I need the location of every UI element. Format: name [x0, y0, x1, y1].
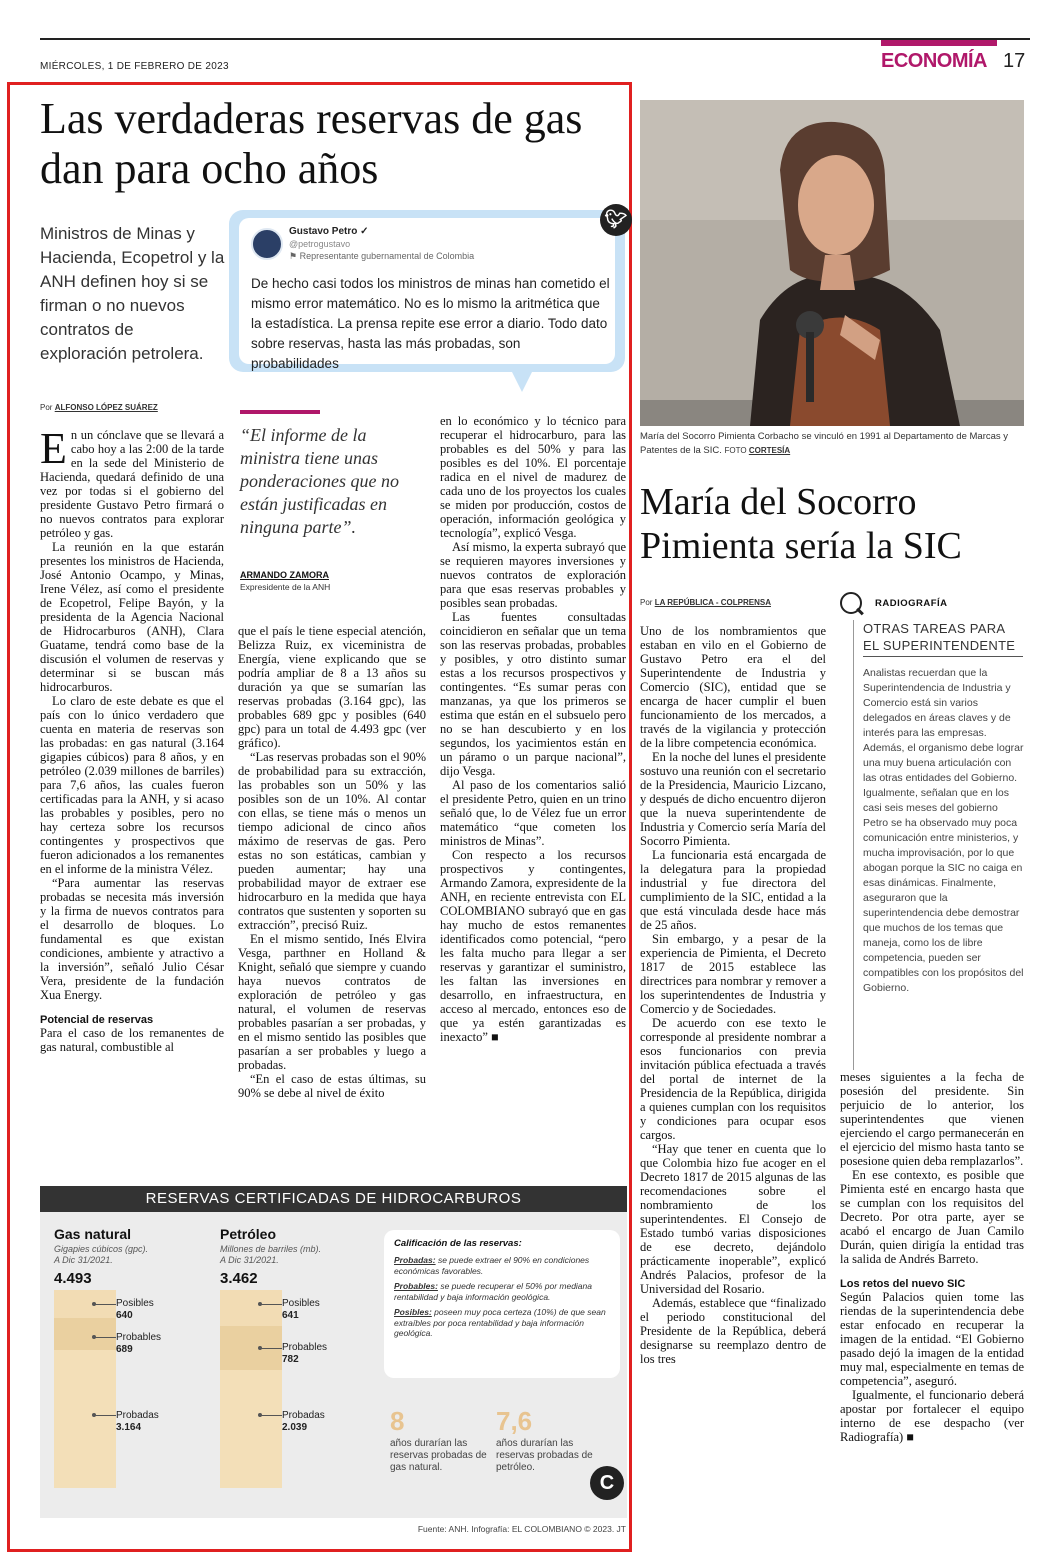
- leader-line: [94, 1415, 116, 1416]
- gas-probadas-bar: [54, 1350, 116, 1488]
- quote-accent-bar: [240, 410, 320, 414]
- main-headline: Las verdaderas reservas de gas dan para ocho años: [40, 94, 583, 193]
- speaker-photo-illustration: [640, 100, 1024, 426]
- oil-probadas-bar: [220, 1370, 282, 1488]
- column-subhead: Los retos del nuevo SIC: [840, 1278, 966, 1290]
- infographic-source: Fuente: ANH. Infografía: EL COLOMBIANO © 2023. JT: [417, 1524, 626, 1534]
- main-column-3: en lo económico y lo técnico para recuperar el hidrocarburo, para las probables es del 50% y para las posibles es del 10%. El porcentaje radica en el nivel de madurez de cada uno de los proyectos los cuales se miden por producción, costos de operación, información geológica y tecnología”, explicó Vesga. Así mismo, la experta subrayó que se requieren mayores inversiones y nuevos contratos de exploración para que esas reservas probables y posibles sean probadas. Las fuentes consultadas coincidieron en señalar que un tema son las reservas probadas, probables y posibles, y otro distinto sumar estas a los recursos prospectivos y contingentes. “Es sumar peras con manzanas, ya que los primeros se estima que están en el subsuelo pero no se han descubierto y en los segundos, los yacimientos están en un páramo o un parque nacional”, dijo Vesga. Al paso de los comentarios salió el presidente Petro, quien en un trino señaló que, lo de Vélez fue un error matemático “que cometen los ministros de Minas”. Con respecto a los recursos prospectivos y contingentes, Armando Zamora, expresidente de la ANH, en reciente entrevista con EL COLOMBIANO subrayó que en gas hay mucho de estos remanentes identificados como potencial, “pero les falta mucho para llegar a ser reservas y garantizar el suministro, les faltan las inversiones en desarrollo, en infraestructura, en acceso al mercado, entonces eso de que ya estén garantizadas es inexacto” ■: [440, 414, 626, 1044]
- leader-line: [260, 1304, 282, 1305]
- pull-quote: “El informe de la ministra tiene unas ponderaciones que no están justificadas en ninguna parte”.: [240, 425, 399, 537]
- tweet-avatar: [251, 228, 283, 260]
- pull-quote-role: Expresidente de la ANH: [240, 582, 331, 592]
- column-subhead: Potencial de reservas: [40, 1014, 154, 1026]
- photo-credit: FOTO CORTESÍA: [724, 446, 791, 455]
- main-subhead: Ministros de Minas y Hacienda, Ecopetrol y la ANH definen hoy si se firman o no nuevos contratos de exploración petrolera.: [40, 224, 225, 363]
- drop-cap: E: [40, 424, 67, 473]
- leader-line: [260, 1348, 282, 1349]
- radiografia-divider: [853, 620, 854, 1070]
- oil-title: Petróleo: [220, 1226, 277, 1242]
- side-column-1: Uno de los nombramientos que estaban en vilo en el Gobierno de Gustavo Petro era el del Superintendente de Industria y Comercio (SIC), entidad que se encarga de hacer cumplir el buen funcionamiento de los mercados, a través de la vigilancia y protección de la libre competencia económica. En la noche del lunes el presidente sostuvo una reunión con el secretario de la Presidencia, Mauricio Lizcano, y después de dicho encuentro dijeron que la nueva superintendente de Industria y Comercio sería María del Socorro Pimienta. La funcionaria está encargada de la delegatura para la propiedad industrial y fue directora del cumplimiento de la SIC, entidad a la que está vinculada desde hace más de 25 años. Sin embargo, y a pesar de la experiencia de Pimienta, el Decreto 1817 de 2015 establece las directrices para nombrar y remover a los superintendentes de Industria y Comercio y de Sociedades. De acuerdo con ese texto le corresponde al presidente nombrar a esos funcionarios con previa invitación pública efectuada a través del portal de internet de la Presidencia de la República, dirigida a quienes cumplan con los requisitos y condiciones para ocupar esos cargos. “Hay que tener en cuenta que lo que Colombia hizo fue acoger en el Decreto 1817 de 2015 algunas de las recomendaciones sobre el nombramiento de los superintendentes. El Consejo de Estado tumbó varias disposiciones de ese decreto, dejándolo prácticamente inoperable”, explicó Andrés Palacios, profesor de la Universidad del Rosario. Además, establece que “finalizado el periodo constitucional del Presidente de la República, deberá designarse su reemplazo dentro de los tres: [640, 624, 826, 1366]
- oil-unit: Millones de barriles (mb).: [220, 1244, 322, 1254]
- portrait-photo: [640, 100, 1024, 426]
- infographic-title: RESERVAS CERTIFICADAS DE HIDROCARBUROS: [40, 1186, 627, 1212]
- gas-years: 8: [390, 1406, 405, 1436]
- main-column-2: que el país le tiene especial atención, Belizza Ruiz, ex viceministra de Energía, viene explicando que se podría ampliar de 8 a 13 años su duración ya que se sumarían las reservas probadas (3.164 gpc), las probables 689 gpc y posibles (640 gpc) para un total de 4.493 gpc (ver gráfico). “Las reservas probadas son el 90% de probabilidad para su extracción, las probables son un 50% y las posibles son de un 10%. Al contar con ellas, se tiene más o menos un tiempo adicional de cinco años máximo de reservas de gas. Pero estas no son estáticas, cambian y pueden aumentar; hay una probabilidad mayor de extraer ese hidrocarburo en la medida que haya contratos que sustenten y soporten su extracción”, precisó Ruiz. En el mismo sentido, Inés Elvira Vesga, parthner en Holland & Knight, señaló que siempre y cuando haya nuevos contratos de exploración de petróleo y gas natural, el volumen de reservas probables pasarían a ser probadas, y en el mismo sentido las posibles que pasarían a ser probables y luego a probadas. “En el caso de estas últimas, su 90% se debe al nivel de éxito: [238, 624, 426, 1100]
- issue-date: MIÉRCOLES, 1 DE FEBRERO DE 2023: [40, 61, 229, 72]
- section-name: ECONOMÍA: [881, 50, 987, 72]
- gas-total: 4.493: [54, 1270, 92, 1287]
- section-accent-bar: [881, 40, 997, 46]
- radiografia-text: Analistas recuerdan que la Superintendencia de Industria y Comercio está sin varios delegados en áreas claves y de interés para las empresas. Además, el organismo debe lograr una muy buena articulación con las otras entidades del Gobierno. Igualmente, señalan que en los casi seis meses del gobierno Petro se ha observado muy poca comunicación entre ministerios, y mucha improvisación, por lo que abogan porque la SIC no caiga en esas dinámicas. Finalmente, aseguraron que la superintendencia debe demostrar que muchos de los temas que maneja, como los de libre competencia, pueden ser compatibles con los propósitos del Gobierno.: [863, 667, 1024, 994]
- radiografia-title: OTRAS TAREAS PARA EL SUPERINTENDENTE: [863, 621, 1016, 653]
- tweet-author: Gustavo Petro ✓: [289, 226, 369, 237]
- magnifier-icon: [840, 592, 862, 614]
- gas-unit: Gigapies cúbicos (gpc).: [54, 1244, 149, 1254]
- radiografia-rule: [863, 656, 1023, 657]
- leader-line: [260, 1415, 282, 1416]
- oil-posibles-bar: [220, 1290, 282, 1326]
- gas-title: Gas natural: [54, 1226, 132, 1242]
- gas-date: A Dic 31/2021.: [54, 1255, 113, 1265]
- leader-line: [94, 1304, 116, 1305]
- oil-date: A Dic 31/2021.: [220, 1255, 279, 1265]
- tweet-account-label: ⚑ Representante gubernamental de Colombia: [289, 251, 475, 261]
- twitter-bird-icon: 🐦︎: [600, 204, 632, 236]
- leader-line: [94, 1337, 116, 1338]
- tweet-handle: @petrogustavo: [289, 239, 351, 249]
- oil-probadas-label: Probadas 2.039: [282, 1410, 325, 1433]
- reserve-classification-box: Calificación de las reservas: Probadas: se puede extraer el 90% en condiciones económicas favorables. Probables: se puede recuperar el 50% por mediana rentabilidad y baja información geológica. Posibles: poseen muy poca certeza (10%) de que sean extraíbles por poca rentabilidad y baja información geológica.: [384, 1230, 620, 1378]
- oil-posibles-label: Posibles 641: [282, 1298, 320, 1321]
- side-column-2: meses siguientes a la fecha de posesión del presidente. Sin perjuicio de lo anterior, los superintendentes que vienen ejerciendo el cargo permanecerán en el ejercicio del mismo hasta tanto se posesione quien deba remplazarlos”. En ese contexto, es posible que Pimienta esté en encargo hasta que se cumplan con los requisitos del Decreto. Por otra parte, ayer se acabó el encargo de Juan Camilo Durán, quien dirigía la entidad tras la salida de Andrés Barreto. Los retos del nuevo SIC Según Palacios quien tome las riendas de la superintendencia debe estar enfocado en recuperar la imagen de la entidad. “El Gobierno pasado dejó la imagen de la entidad muy mal, especialmente en temas de competencia”, aseguró. Igualmente, el funcionario deberá apostar por fortalecer el equipo interno de ese despacho (ver Radiografía) ■: [840, 1070, 1024, 1444]
- infographic-body: [40, 1212, 627, 1518]
- side-byline: Por LA REPÚBLICA - COLPRENSA: [640, 598, 771, 607]
- oil-total: 3.462: [220, 1270, 258, 1287]
- pull-quote-author: ARMANDO ZAMORA: [240, 570, 329, 580]
- main-byline-author: ALFONSO LÓPEZ SUÁREZ: [54, 403, 158, 412]
- tweet-text: De hecho casi todos los ministros de minas han cometido el mismo error matemático. No es lo mismo la aritmética que la estadística. La prensa repite ese error a diario. Todo dato sobre reservas, hasta las más probadas, son probabilidades: [251, 276, 610, 371]
- main-column-1: En un cónclave que se llevará a cabo hoy a las 2:00 de la tarde en la sede del Ministerio de Hacienda, quedará definido de una vez por todas si el gobierno del presidente Gustavo Petro firmará o no nuevos contratos para explorar petróleo y gas. La reunión en la que estarán presentes los ministros de Hacienda, José Antonio Ocampo, y Minas, Irene Vélez, así como el presidente de Ecopetrol, Felipe Bayón, y la presidenta de la Agencia Nacional de Hidrocarburos (ANH), Clara Guatame, tendrá como base de la discusión el volumen de reservas y determinar si se buscan más hidrocarburos. Lo claro de este debate es que el país con lo único verdadero que cuenta en materia de reservas son las probadas: en gas natural (3.164 gigapies cúbicos) para 8 años, y en petróleo (2.039 millones de barriles) para 7,6 años, las cuales fueron certificadas para la ANH, y si acaso las probables y posibles, pero no hay certeza sobre los recursos contingentes y prospectivos que fueron adicionados a los remanentes en el informe de la ministra Vélez. “Para aumentar las reservas probadas se necesita más inversión y la firma de nuevos contratos para el desarrollo de bloques. Lo fundamental es que existan condiciones, ambiente y atractivo a la inversión”, señaló Julio César Vera, presidente de la fundación Xua Energy. Potencial de reservas Para el caso de los remanentes de gas natural, combustible al: [40, 424, 224, 1054]
- radiografia-label: RADIOGRAFÍA: [875, 598, 948, 609]
- el-colombiano-logo: C: [590, 1466, 624, 1500]
- main-byline: Por ALFONSO LÓPEZ SUÁREZ: [40, 403, 158, 412]
- tweet-card: [239, 218, 615, 371]
- gas-probables-label: Probables 689: [116, 1332, 162, 1355]
- embedded-tweet: [229, 210, 625, 372]
- oil-probables-label: Probables 782: [282, 1342, 328, 1365]
- side-byline-author: LA REPÚBLICA - COLPRENSA: [654, 598, 771, 607]
- page-number: 17: [1003, 50, 1026, 72]
- side-headline: María del Socorro Pimienta sería la SIC: [640, 481, 962, 567]
- gas-probables-bar: [54, 1318, 116, 1350]
- photo-caption: María del Socorro Pimienta Corbacho se vinculó en 1991 al Departamento de Marcas y Patentes de la SIC. FOTO CORTESÍA: [640, 431, 1009, 456]
- oil-years: 7,6: [496, 1406, 533, 1436]
- reserves-infographic: [40, 1186, 627, 1518]
- gas-posibles-label: Posibles 640: [116, 1298, 154, 1321]
- oil-years-text: años durarían las reservas probadas de petróleo.: [496, 1438, 593, 1473]
- tweet-pointer: [510, 368, 534, 392]
- gas-probadas-label: Probadas 3.164: [116, 1410, 159, 1433]
- gas-years-text: años durarían las reservas probadas de gas natural.: [390, 1438, 487, 1473]
